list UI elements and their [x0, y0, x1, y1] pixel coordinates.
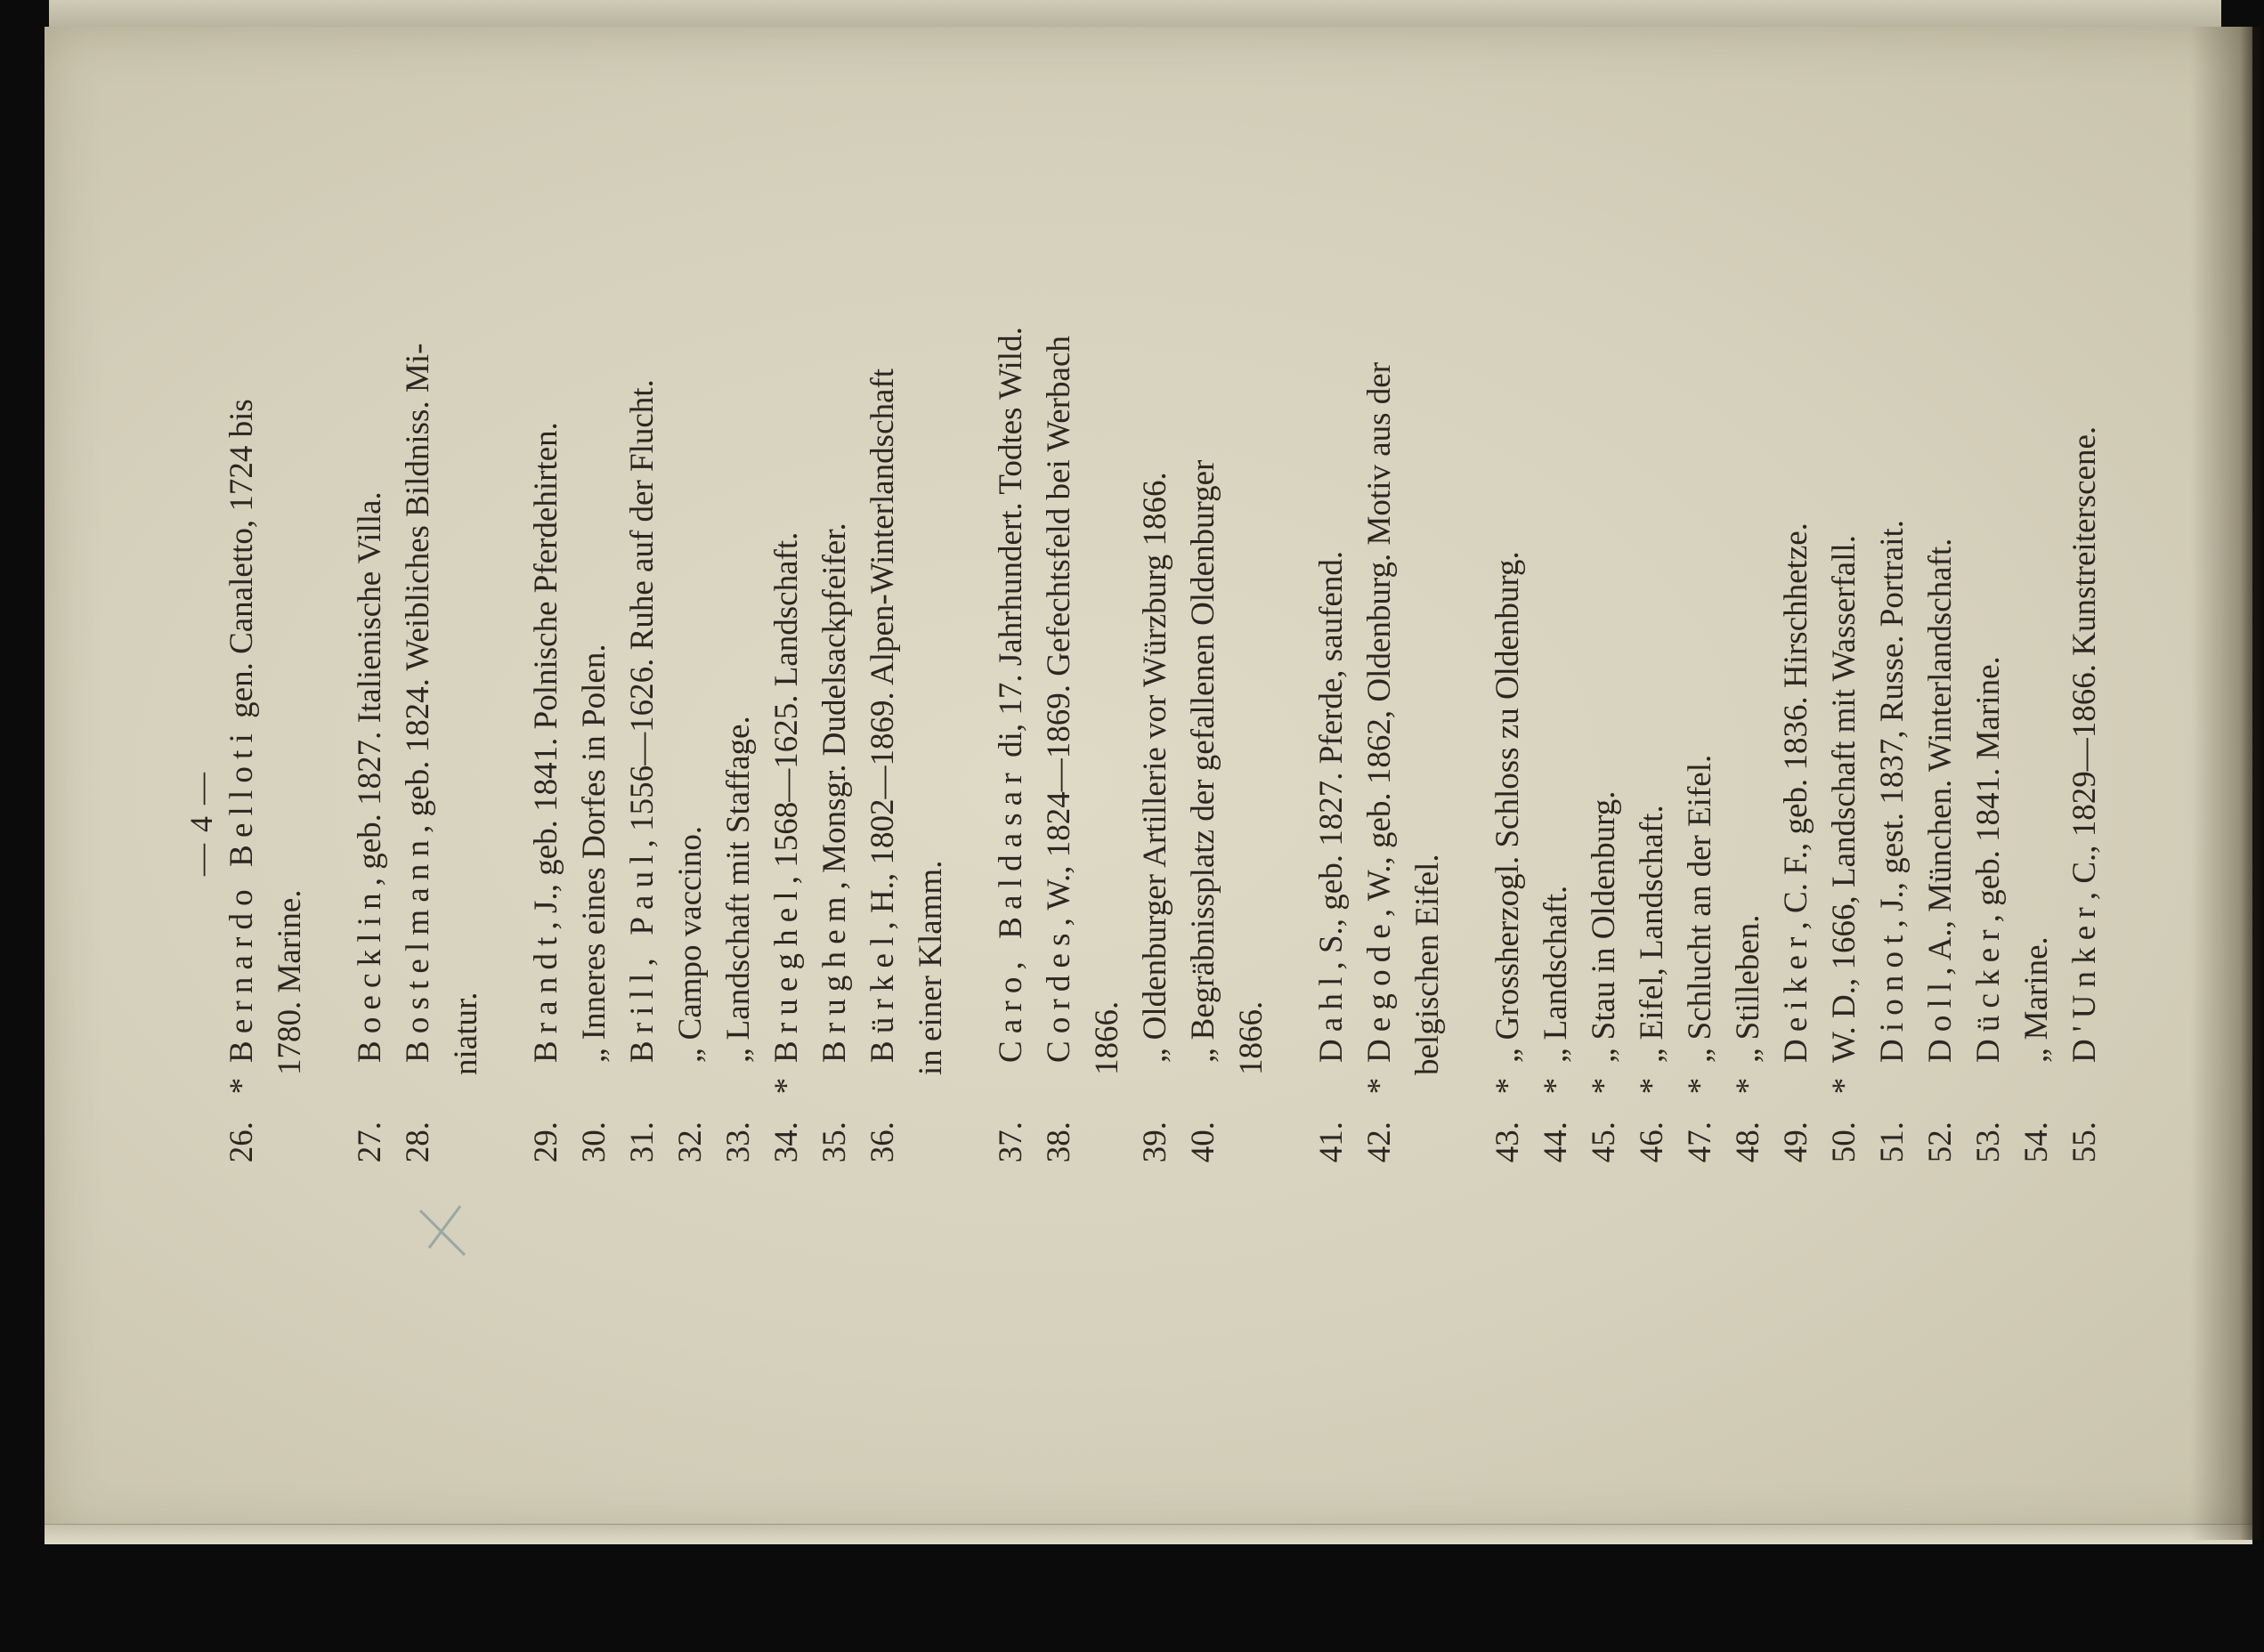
entry-text — [218, 53, 266, 1063]
catalog-entry — [1180, 53, 1228, 1193]
entry-number: 27. — [352, 1122, 388, 1163]
catalog-entry — [1773, 53, 1821, 1193]
entry-description: , Monsgr. Dudelsackpfeifer. — [816, 522, 853, 890]
entry-text — [1308, 53, 1356, 1063]
entry-text — [346, 53, 394, 1063]
entry-description: , 1568—1625. Landschaft. — [768, 531, 805, 885]
entry-description: „ Oldenburger Artillerie vor Würzburg 1866. — [1137, 472, 1173, 1063]
artist-name: Brueghel — [768, 884, 805, 1063]
entry-number: 39. — [1137, 1122, 1173, 1163]
entry-description: „ Eifel, Landschaft. — [1634, 805, 1670, 1063]
entry-text — [987, 53, 1035, 1063]
entry-description: „ Stau in Oldenburg. — [1586, 790, 1622, 1063]
catalog-entry — [571, 53, 619, 1193]
entry-asterisk: * — [1538, 1077, 1574, 1095]
entry-number: 52. — [1922, 1122, 1959, 1163]
entry-description: , geb. 1841. Marine. — [1970, 656, 2007, 923]
entry-number: 41. — [1313, 1122, 1350, 1163]
entry-text — [394, 53, 442, 1063]
entry-text — [1580, 53, 1628, 1063]
catalog-entry — [1132, 53, 1180, 1193]
entry-text — [1676, 53, 1724, 1063]
catalog-entry — [1821, 53, 1869, 1193]
catalog-entry — [667, 53, 715, 1193]
entry-number: 46. — [1634, 1122, 1670, 1163]
entry-asterisk: * — [1634, 1077, 1670, 1095]
entry-group-gap — [491, 53, 523, 1193]
entry-description: „ Begräbnissplatz der gefallenen Oldenburger — [1185, 459, 1221, 1063]
entry-description: , A., München. Winterlandschaft. — [1922, 538, 1959, 976]
catalog-entry — [1676, 53, 1724, 1193]
entry-asterisk: * — [1489, 1077, 1526, 1095]
entry-description: , H., 1802—1869. Alpen-Winterlandschaft — [864, 368, 901, 930]
entry-description: W. D., 1666, Landschaft mit Wasserfall. — [1826, 534, 1862, 1063]
entry-text — [1821, 53, 1869, 1063]
catalog-entry — [1035, 53, 1083, 1193]
entry-description: , geb. 1827. Italienische Villa. — [352, 491, 388, 887]
entry-text — [571, 53, 619, 1063]
entry-description: „ Stilleben. — [1730, 914, 1766, 1063]
entry-continuation: in einer Klamm. — [913, 860, 949, 1075]
catalog-entry — [1308, 53, 1356, 1193]
entry-group-gap — [314, 53, 346, 1193]
entry-text — [763, 53, 811, 1063]
catalog-entry — [987, 53, 1035, 1193]
catalog-entry — [1580, 53, 1628, 1193]
artist-name: Dionot — [1874, 927, 1911, 1063]
entry-text — [715, 53, 763, 1063]
artist-name: Boecklin — [352, 886, 388, 1063]
artist-name: Bostelmann — [400, 832, 436, 1063]
catalog-entry — [1356, 53, 1404, 1193]
artist-name: Degode — [1361, 917, 1398, 1063]
entry-text — [1917, 53, 1965, 1063]
entry-continuation: 1866. — [1233, 1000, 1270, 1075]
entry-asterisk: * — [1361, 1077, 1398, 1095]
entry-description: „ Marine. — [2018, 936, 2055, 1063]
catalog-entries — [218, 53, 2109, 1193]
entry-description: „ Landschaft. — [1538, 885, 1574, 1063]
entry-description: di, 17. Jahrhundert. Todtes Wild. — [993, 327, 1029, 766]
entry-description: gen. Canaletto, 1724 bis — [223, 399, 260, 727]
entry-number: 37. — [993, 1122, 1029, 1163]
entry-description: „ Inneres eines Dorfes in Polen. — [576, 644, 613, 1063]
entry-text — [1628, 53, 1676, 1063]
catalog-entry — [394, 53, 442, 1193]
entry-description: , W., geb. 1862, Oldenburg. Motiv aus der — [1361, 361, 1398, 918]
entry-text — [667, 53, 715, 1063]
entry-description: , S., geb. 1827. Pferde, saufend. — [1313, 550, 1350, 970]
entry-description: , W., 1824—1869. Gefechtsfeld bei Werbach — [1041, 336, 1077, 927]
catalog-entry — [763, 53, 811, 1193]
artist-name: Doll — [1922, 975, 1959, 1063]
artist-name: Dahl — [1313, 969, 1350, 1063]
entry-number: 35. — [816, 1122, 853, 1163]
entry-text — [2061, 53, 2109, 1063]
catalog-entry — [715, 53, 763, 1193]
artist-name: Bernardo Belloti — [223, 726, 260, 1063]
catalog-entry — [859, 53, 907, 1193]
catalog-entry — [2061, 53, 2109, 1193]
entry-number: 28. — [400, 1122, 436, 1163]
entry-text — [811, 53, 859, 1063]
entry-text — [1180, 53, 1228, 1063]
entry-number: 34. — [768, 1122, 805, 1163]
entry-description: , C. F., geb. 1836. Hirschhetze. — [1778, 522, 1814, 930]
entry-number: 44. — [1538, 1122, 1574, 1163]
entry-asterisk: * — [768, 1077, 805, 1095]
artist-name: Brughem — [816, 889, 853, 1063]
catalog-entry — [523, 53, 571, 1193]
artist-name: D'Unker — [2066, 900, 2103, 1063]
entry-number: 30. — [576, 1122, 613, 1163]
entry-description: , J., geb. 1841. Polnische Pferdehirten. — [528, 422, 564, 930]
entry-number: 40. — [1185, 1122, 1221, 1163]
entry-continuation: belgischen Eifel. — [1409, 854, 1446, 1075]
page-number: — 4 — — [183, 771, 219, 876]
artist-name: Cordes — [1041, 926, 1077, 1063]
entry-number: 42. — [1361, 1122, 1398, 1163]
entry-number: 55. — [2066, 1122, 2103, 1163]
entry-text — [523, 53, 571, 1063]
entry-text — [619, 53, 667, 1063]
entry-description: , 1556—1626. Ruhe auf der Flucht. — [624, 379, 661, 848]
artist-name: Deiker — [1778, 929, 1814, 1063]
entry-asterisk: * — [1586, 1077, 1622, 1095]
entry-number: 43. — [1489, 1122, 1526, 1163]
entry-asterisk: * — [1826, 1077, 1862, 1095]
entry-number: 47. — [1682, 1122, 1718, 1163]
pencil-check-mark — [411, 1193, 483, 1264]
catalog-entry — [811, 53, 859, 1193]
entry-number: 50. — [1826, 1122, 1862, 1163]
catalog-entry — [2013, 53, 2061, 1193]
catalog-entry — [1532, 53, 1580, 1193]
entry-text — [1724, 53, 1773, 1063]
artist-name: Brandt — [528, 929, 564, 1063]
catalog-entry — [619, 53, 667, 1193]
entry-group-gap — [955, 53, 987, 1193]
catalog-entry — [1628, 53, 1676, 1193]
entry-number: 53. — [1970, 1122, 2007, 1163]
entry-description: „ Schlucht an der Eifel. — [1682, 754, 1718, 1063]
entry-number: 49. — [1778, 1122, 1814, 1163]
entry-number: 29. — [528, 1122, 564, 1163]
entry-description: , J., gest. 1837, Russe. Portrait. — [1874, 519, 1911, 928]
artist-name: Bürkel — [864, 929, 901, 1063]
entry-description: , geb. 1824. Weibliches Bildniss. Mi- — [400, 343, 436, 833]
catalog-entry — [1484, 53, 1532, 1193]
entry-number: 26. — [223, 1122, 260, 1163]
catalog-entry — [1724, 53, 1773, 1193]
catalog-entry — [218, 53, 266, 1193]
entry-number: 38. — [1041, 1122, 1077, 1163]
entry-number: 31. — [624, 1122, 661, 1163]
entry-group-gap — [1276, 53, 1308, 1193]
entry-asterisk: * — [223, 1077, 260, 1095]
entry-group-gap — [1452, 53, 1484, 1193]
entry-number: 45. — [1586, 1122, 1622, 1163]
entry-text — [1035, 53, 1083, 1063]
entry-text — [1132, 53, 1180, 1063]
artist-name: Brill, Paul — [624, 847, 661, 1063]
entry-asterisk: * — [1682, 1077, 1718, 1095]
entry-text — [1356, 53, 1404, 1063]
catalog-entry — [1869, 53, 1917, 1193]
entry-description: „ Grossherzogl. Schloss zu Oldenburg. — [1489, 551, 1526, 1063]
artist-name: Dücker — [1970, 922, 2007, 1063]
catalog-entry — [346, 53, 394, 1193]
entry-description: , C., 1829—1866. Kunstreiterscene. — [2066, 425, 2103, 901]
entry-number: 48. — [1730, 1122, 1766, 1163]
entry-description: „ Landschaft mit Staffage. — [720, 716, 757, 1063]
entry-text — [1965, 53, 2013, 1063]
entry-text — [1532, 53, 1580, 1063]
catalog-entry — [1917, 53, 1965, 1193]
entry-continuation: 1780. Marine. — [272, 889, 308, 1075]
entry-number: 33. — [720, 1122, 757, 1163]
catalog-entry — [1965, 53, 2013, 1193]
entry-description: „ Campo vaccino. — [672, 825, 709, 1063]
entry-continuation: niatur. — [448, 992, 484, 1075]
entry-number: 51. — [1874, 1122, 1911, 1163]
entry-text — [2013, 53, 2061, 1063]
entry-number: 54. — [2018, 1122, 2055, 1163]
entry-text — [1484, 53, 1532, 1063]
entry-text — [1773, 53, 1821, 1063]
entry-continuation: 1866. — [1089, 1000, 1125, 1075]
entry-number: 36. — [864, 1122, 901, 1163]
entry-asterisk: * — [1730, 1077, 1766, 1095]
artist-name: Caro, Baldasar — [993, 765, 1029, 1063]
entry-number: 32. — [672, 1122, 709, 1163]
entry-text — [859, 53, 907, 1063]
entry-text — [1869, 53, 1917, 1063]
